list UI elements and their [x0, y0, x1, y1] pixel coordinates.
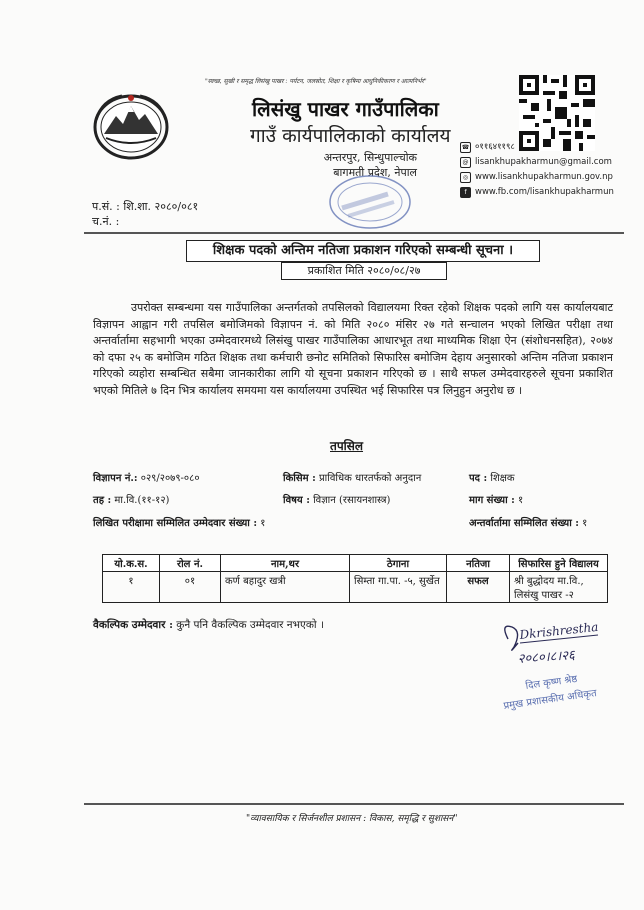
- likhit-row: [93, 515, 265, 529]
- notice-title: शिक्षक पदको अन्तिम नतिजा प्रकाशन गरिएको सम्बन्धी सूचना ।: [186, 240, 540, 262]
- bishaya-row: [283, 492, 390, 506]
- kisim-value: प्राविधिक धारतर्फको अनुदान: [318, 473, 422, 484]
- municipality-emblem: [92, 90, 170, 160]
- maag-row: [469, 492, 523, 506]
- col-address: ठेगाना: [350, 555, 447, 572]
- schedule-heading: तपसिल: [330, 439, 364, 453]
- maag-value: १: [518, 495, 524, 506]
- kisim-row: [283, 470, 421, 484]
- table-header-row: [103, 555, 608, 572]
- col-result: नतिजा: [447, 555, 510, 572]
- antarvarta-label: अन्तर्वार्तामा सम्मिलित संख्या :: [469, 518, 579, 529]
- antarvarta-row: [469, 515, 587, 529]
- footer-divider: [84, 803, 624, 805]
- phone-row: [460, 140, 614, 155]
- cell-address: सिम्ता गा.पा. -५, सुर्खेत: [350, 572, 447, 603]
- cell-serial: १: [103, 572, 160, 603]
- reference-block: [92, 199, 198, 229]
- pad-row: [469, 470, 515, 484]
- facebook-icon: f: [460, 187, 471, 198]
- vigyapan-value: ०२९/२०७९-०८०: [140, 473, 200, 484]
- bishaya-label: विषय :: [283, 495, 310, 506]
- pad-label: पद :: [469, 473, 488, 484]
- kisim-label: किसिम :: [283, 473, 316, 484]
- email-row[interactable]: [460, 155, 614, 170]
- signatory-name: दिल कृष्ण श्रेष्ठ: [524, 673, 579, 692]
- taha-label: तह :: [93, 495, 112, 506]
- col-name: नाम,थर: [221, 555, 350, 572]
- facebook-link[interactable]: www.fb.com/lisankhupakharmun: [475, 187, 614, 197]
- email-icon: @: [460, 157, 471, 168]
- organization-name: लिसंखु पाखर गाउँपालिका: [252, 97, 439, 121]
- contact-block: [460, 140, 614, 200]
- table-row: [103, 572, 608, 603]
- header-divider: [84, 232, 624, 234]
- email-address[interactable]: lisankhupakharmun@gmail.com: [475, 157, 612, 167]
- phone-icon: ☎: [461, 144, 470, 151]
- office-name: गाउँ कार्यपालिकाको कार्यालय: [250, 125, 451, 147]
- pad-value: शिक्षक: [490, 473, 515, 484]
- address-line-1: अन्तरपुर, सिन्धुपाल्चोक: [323, 151, 417, 164]
- chalani-number: च.नं. :: [92, 215, 120, 228]
- signature-svg: [498, 617, 618, 717]
- globe-icon: ◎: [460, 172, 471, 183]
- antarvarta-value: १: [582, 518, 588, 529]
- likhit-value: १: [260, 518, 266, 529]
- website-link[interactable]: www.lisankhupakharmun.gov.np: [475, 172, 613, 182]
- vigyapan-label: विज्ञापन नं.:: [93, 473, 138, 484]
- published-date: प्रकाशित मिति २०८०/०८/२७: [281, 262, 447, 280]
- likhit-label: लिखित परीक्षामा सम्मिलित उम्मेदवार संख्या :: [93, 518, 258, 529]
- alternate-label: वैकल्पिक उम्मेदवार :: [93, 619, 173, 631]
- maag-label: माग संख्या :: [469, 495, 515, 506]
- cell-school: श्री बुद्धोदय मा.वि., लिसंखु पाखर -२: [510, 572, 608, 603]
- signature-scrawl: Dkrishrestha: [518, 619, 599, 642]
- alternate-value: कुनै पनि वैकल्पिक उम्मेदवार नभएको ।: [176, 619, 324, 631]
- taha-row: [93, 492, 169, 506]
- facebook-row[interactable]: [460, 185, 614, 200]
- alternate-candidate: [93, 618, 324, 632]
- phone-number: ०११६४११९८: [475, 142, 515, 152]
- cell-name: कर्ण बहादुर खत्री: [221, 572, 350, 603]
- bishaya-value: विज्ञान (रसायनशास्त्र): [313, 495, 391, 506]
- vigyapan-row: [93, 470, 200, 484]
- cell-roll: ०१: [160, 572, 221, 603]
- notice-body: [93, 300, 613, 400]
- col-school: सिफारिस हुने विद्यालय: [510, 555, 608, 572]
- office-stamp: [318, 172, 418, 234]
- footer-tagline: "व्यावसायिक र सिर्जनशील प्रशासन : विकास, समृद्धि र सुशासन": [246, 814, 458, 824]
- signature-block: [498, 617, 618, 717]
- motto: "स्वच्छ, सुखी र समृद्ध लिसंखु पाखर : पर्यटन, जलस्रोत, शिक्षा र कृषिमा आधुनिकीकरण र आत्मनिर्भर": [205, 78, 427, 85]
- address-line-2: बागमती प्रदेश, नेपाल: [333, 166, 417, 179]
- notice-paragraph: उपरोक्त सम्बन्धमा यस गाउँपालिका अन्तर्गतको तपसिलको विद्यालयमा रिक्त रहेको शिक्षक पदको लागि यस कार्यालयबाट विज्ञापन आह्वान गरी तपसिल बमोजिमको विज्ञापन नं. को मिति २०८० मंसिर २७ गते सन्चालन भएको लिखित परीक्षा तथा अन्तर्वार्तामा सहभागी भएका उम्मेदवारमध्ये लिसंखु पाखर गाउँपालिका आधारभूत तथा माध्यमिक शिक्षा ऐन (संशोधनसहित), २०७४ को दफा २५ क बमोजिम गठित शिक्षक तथा कर्मचारी छनोट समितिको सिफारिस बमोजिम देहाय अनुसारको अन्तिम नतिजा प्रकाशन गरिएको व्यहोरा सम्बन्धित सबैमा जानकारीका लागि यो सूचना प्रकाशन गरिएको छ । साथै सफल उम्मेदवारहरुले सूचना प्रकाशित भएको मितिले ७ दिन भित्र कार्यालय समयमा यस कार्यालयमा उपस्थित भई सिफारिस पत्र लिनुहुन अनुरोध छ ।: [93, 301, 613, 397]
- website-row[interactable]: [460, 170, 614, 185]
- signatory-designation: प्रमुख प्रशासकीय अधिकृत: [502, 688, 598, 712]
- col-serial: यो.क.स.: [103, 555, 160, 572]
- col-roll: रोल नं.: [160, 555, 221, 572]
- patra-sankhya: प.सं. : शि.शा. २०८०/०८१: [92, 200, 199, 213]
- signature-date: २०८०।८।२६: [517, 648, 576, 667]
- result-table: [102, 554, 608, 603]
- taha-value: मा.वि.(११-१२): [114, 495, 170, 506]
- cell-result: सफल: [447, 572, 510, 603]
